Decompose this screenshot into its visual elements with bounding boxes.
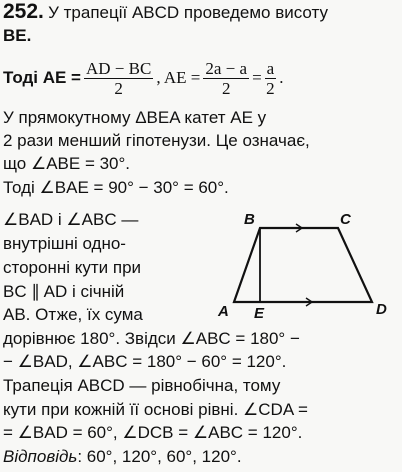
line-10: сторонні кути при	[3, 258, 142, 277]
formula-line	[3, 56, 398, 100]
formula-middle: , AE =	[156, 68, 201, 87]
line-2: BE.	[3, 26, 32, 45]
answer-line	[3, 447, 398, 467]
line-1	[3, 2, 398, 23]
line-15: Трапеція ABCD — рівнобічна, тому	[3, 376, 281, 395]
fraction-3-numerator: a	[266, 58, 275, 78]
text-line: У трапеції ABCD проведемо висоту	[48, 3, 328, 22]
line-17: = ∠BAD = 60°, ∠DCB = ∠ABC = 120°.	[3, 423, 303, 442]
label-e: E	[254, 305, 265, 320]
fraction-1-numerator: AD − BC	[85, 58, 152, 78]
answer-values: : 60°, 120°, 60°, 120°.	[77, 447, 242, 466]
line-9: внутрішні одно-	[3, 234, 126, 253]
line-4: У прямокутному ΔBEA катет AE у	[3, 108, 267, 127]
line-12: AB. Отже, їх сума	[3, 305, 143, 324]
label-b: B	[244, 212, 255, 228]
fraction-3	[265, 59, 277, 98]
line-11: BC ∥ AD і січній	[3, 282, 125, 301]
line-14: − ∠BAD, ∠ABC = 180° − 60° = 120°.	[3, 352, 287, 371]
line-13: дорівнює 180°. Звідси ∠ABC = 180° −	[3, 329, 300, 348]
line-5: 2 рази менший гіпотенузи. Це означає,	[3, 131, 310, 150]
fraction-1	[84, 59, 153, 98]
fraction-2-numerator: 2a − a	[205, 58, 248, 78]
fraction-3-denominator: 2	[266, 78, 275, 98]
line-16: кути при кожній її основі рівні. ∠CDA =	[3, 400, 308, 419]
trapezoid-abcd	[234, 228, 372, 302]
label-c: C	[340, 212, 351, 228]
problem-number: 252.	[3, 0, 44, 23]
line-6: що ∠ABE = 30°.	[3, 154, 131, 173]
trapezoid-figure	[212, 212, 398, 320]
formula-prefix: Тоді AE =	[3, 68, 81, 87]
line-7: Тоді ∠BAE = 90° − 30° = 60°.	[3, 178, 229, 197]
answer-label: Відповідь	[3, 447, 78, 466]
label-a: A	[218, 303, 229, 320]
fraction-2-denominator: 2	[221, 78, 231, 98]
formula-equals: =	[252, 68, 262, 87]
fraction-1-denominator: 2	[114, 78, 123, 98]
fraction-2	[203, 59, 249, 98]
line-8: ∠BAD і ∠ABC —	[3, 210, 139, 229]
label-d: D	[376, 301, 387, 318]
formula-end: .	[279, 68, 284, 87]
